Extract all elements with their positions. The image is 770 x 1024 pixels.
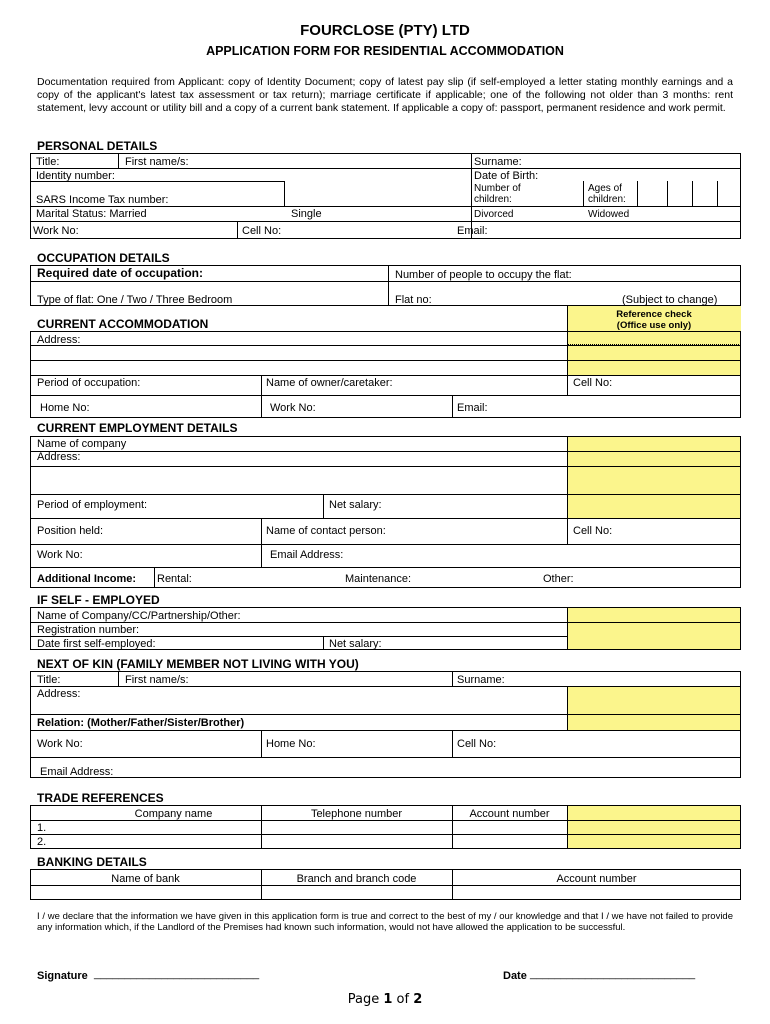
signature-label: Signature — [37, 970, 88, 982]
page-number: Page 1 of 2 — [347, 992, 423, 1007]
kin-surname-label: Surname: — [457, 674, 505, 686]
required-date-label: Required date of occupation: — [37, 266, 204, 280]
widowed-label: Widowed — [588, 209, 630, 220]
accommodation-address-label: Address: — [37, 334, 81, 346]
period-occupation-label: Period of occupation: — [37, 377, 141, 389]
surname-label: Surname: — [474, 156, 522, 168]
employment-heading: CURRENT EMPLOYMENT DETAILS — [37, 421, 238, 435]
trade-row-1: 1. — [37, 822, 47, 834]
personal-work-no-label: Work No: — [33, 225, 79, 237]
office-use-label: (Office use only) — [616, 320, 692, 331]
declaration-text: I / we declare that the information we have given in this application form is true and correct to the best of my / our knowledge and that I / we have not failed to provide any information which, if the Landlord of the Premises had known such information, would not have allowed the application to be successful. — [37, 911, 733, 933]
single-label: Single — [291, 208, 322, 220]
reference-check-label: Reference check — [616, 309, 692, 320]
current-accommodation-heading: CURRENT ACCOMMODATION — [37, 317, 209, 331]
employment-work-no-label: Work No: — [37, 549, 83, 561]
accommodation-home-no-label: Home No: — [40, 402, 90, 414]
employment-cell-no-label: Cell No: — [573, 525, 613, 537]
relation-label: Relation: (Mother/Father/Sister/Brother) — [37, 717, 245, 729]
accommodation-cell-no-label: Cell No: — [573, 377, 613, 389]
kin-email-label: Email Address: — [40, 766, 114, 778]
registration-label: Registration number: — [37, 624, 140, 636]
trade-heading: TRADE REFERENCES — [37, 791, 164, 805]
date-line[interactable]: ___________________________ — [530, 968, 696, 980]
contact-person-label: Name of contact person: — [266, 525, 386, 537]
employment-email-label: Email Address: — [270, 549, 344, 561]
dob-label: Date of Birth: — [474, 170, 539, 182]
bank-name-header: Name of bank — [111, 873, 180, 885]
self-net-salary-label: Net salary: — [329, 638, 382, 650]
period-employment-label: Period of employment: — [37, 499, 148, 511]
date-first-label: Date first self-employed: — [37, 638, 156, 650]
form-title: APPLICATION FORM FOR RESIDENTIAL ACCOMMODATION — [206, 44, 564, 58]
maintenance-label: Maintenance: — [345, 573, 412, 585]
self-company-label: Name of Company/CC/Partnership/Other: — [37, 610, 241, 622]
occupation-heading: OCCUPATION DETAILS — [37, 251, 170, 265]
rental-label: Rental: — [157, 573, 192, 585]
trade-company-header: Company name — [134, 808, 213, 820]
personal-email-label: Email: — [457, 225, 488, 237]
id-number-label: Identity number: — [36, 170, 115, 182]
documentation-note: Documentation required from Applicant: copy of Identity Document; copy of latest pay slip (if self-employed a letter stating monthly earnings and a copy of the applicant's latest tax assessment or tax return); marriage certificate if applicable; one of the following not older than 3 months: rent statement, levy account or utility bill and a copy of a current bank statement. If applicable a copy of: passport, permanent residence and work permit. — [37, 76, 733, 114]
personal-heading: PERSONAL DETAILS — [37, 139, 158, 153]
bank-account-header: Account number — [556, 873, 637, 885]
trade-phone-header: Telephone number — [310, 808, 403, 820]
kin-address-label: Address: — [37, 688, 81, 700]
branch-header: Branch and branch code — [296, 873, 417, 885]
num-children-label: Number of children: — [474, 183, 521, 205]
signature-line[interactable]: ___________________________ — [94, 968, 260, 980]
company-name: FOURCLOSE (PTY) LTD — [300, 22, 470, 39]
flat-type-label: Type of flat: One / Two / Three Bedroom — [37, 294, 233, 306]
position-held-label: Position held: — [37, 525, 104, 537]
subject-to-change-label: (Subject to change) — [622, 294, 718, 306]
kin-cell-no-label: Cell No: — [457, 738, 497, 750]
accommodation-work-no-label: Work No: — [270, 402, 316, 414]
marital-label: Marital Status: Married — [36, 208, 147, 220]
personal-cell-no-label: Cell No: — [242, 225, 282, 237]
first-names-label: First name/s: — [125, 156, 189, 168]
banking-heading: BANKING DETAILS — [37, 855, 147, 869]
employment-address-label: Address: — [37, 451, 81, 463]
kin-work-no-label: Work No: — [37, 738, 83, 750]
num-people-label: Number of people to occupy the flat: — [395, 269, 572, 281]
kin-first-names-label: First name/s: — [125, 674, 189, 686]
trade-row-2: 2. — [37, 836, 47, 848]
kin-title-label: Title: — [37, 674, 61, 686]
additional-income-label: Additional Income: — [37, 573, 136, 585]
accommodation-email-label: Email: — [457, 402, 488, 414]
employment-net-salary-label: Net salary: — [329, 499, 382, 511]
kin-home-no-label: Home No: — [266, 738, 316, 750]
ages-children-label: Ages of children: — [588, 183, 626, 205]
owner-label: Name of owner/caretaker: — [266, 377, 393, 389]
sars-label: SARS Income Tax number: — [36, 194, 169, 206]
other-label: Other: — [543, 573, 574, 585]
divorced-label: Divorced — [474, 209, 514, 220]
flat-no-label: Flat no: — [395, 294, 432, 306]
company-name-label: Name of company — [37, 438, 127, 450]
self-employed-heading: IF SELF - EMPLOYED — [37, 593, 160, 607]
employment-table — [30, 436, 741, 588]
title-label: Title: — [36, 156, 60, 168]
date-label: Date — [503, 970, 527, 982]
trade-account-header: Account number — [469, 808, 550, 820]
next-of-kin-heading: NEXT OF KIN (FAMILY MEMBER NOT LIVING WITH YOU) — [37, 657, 359, 671]
